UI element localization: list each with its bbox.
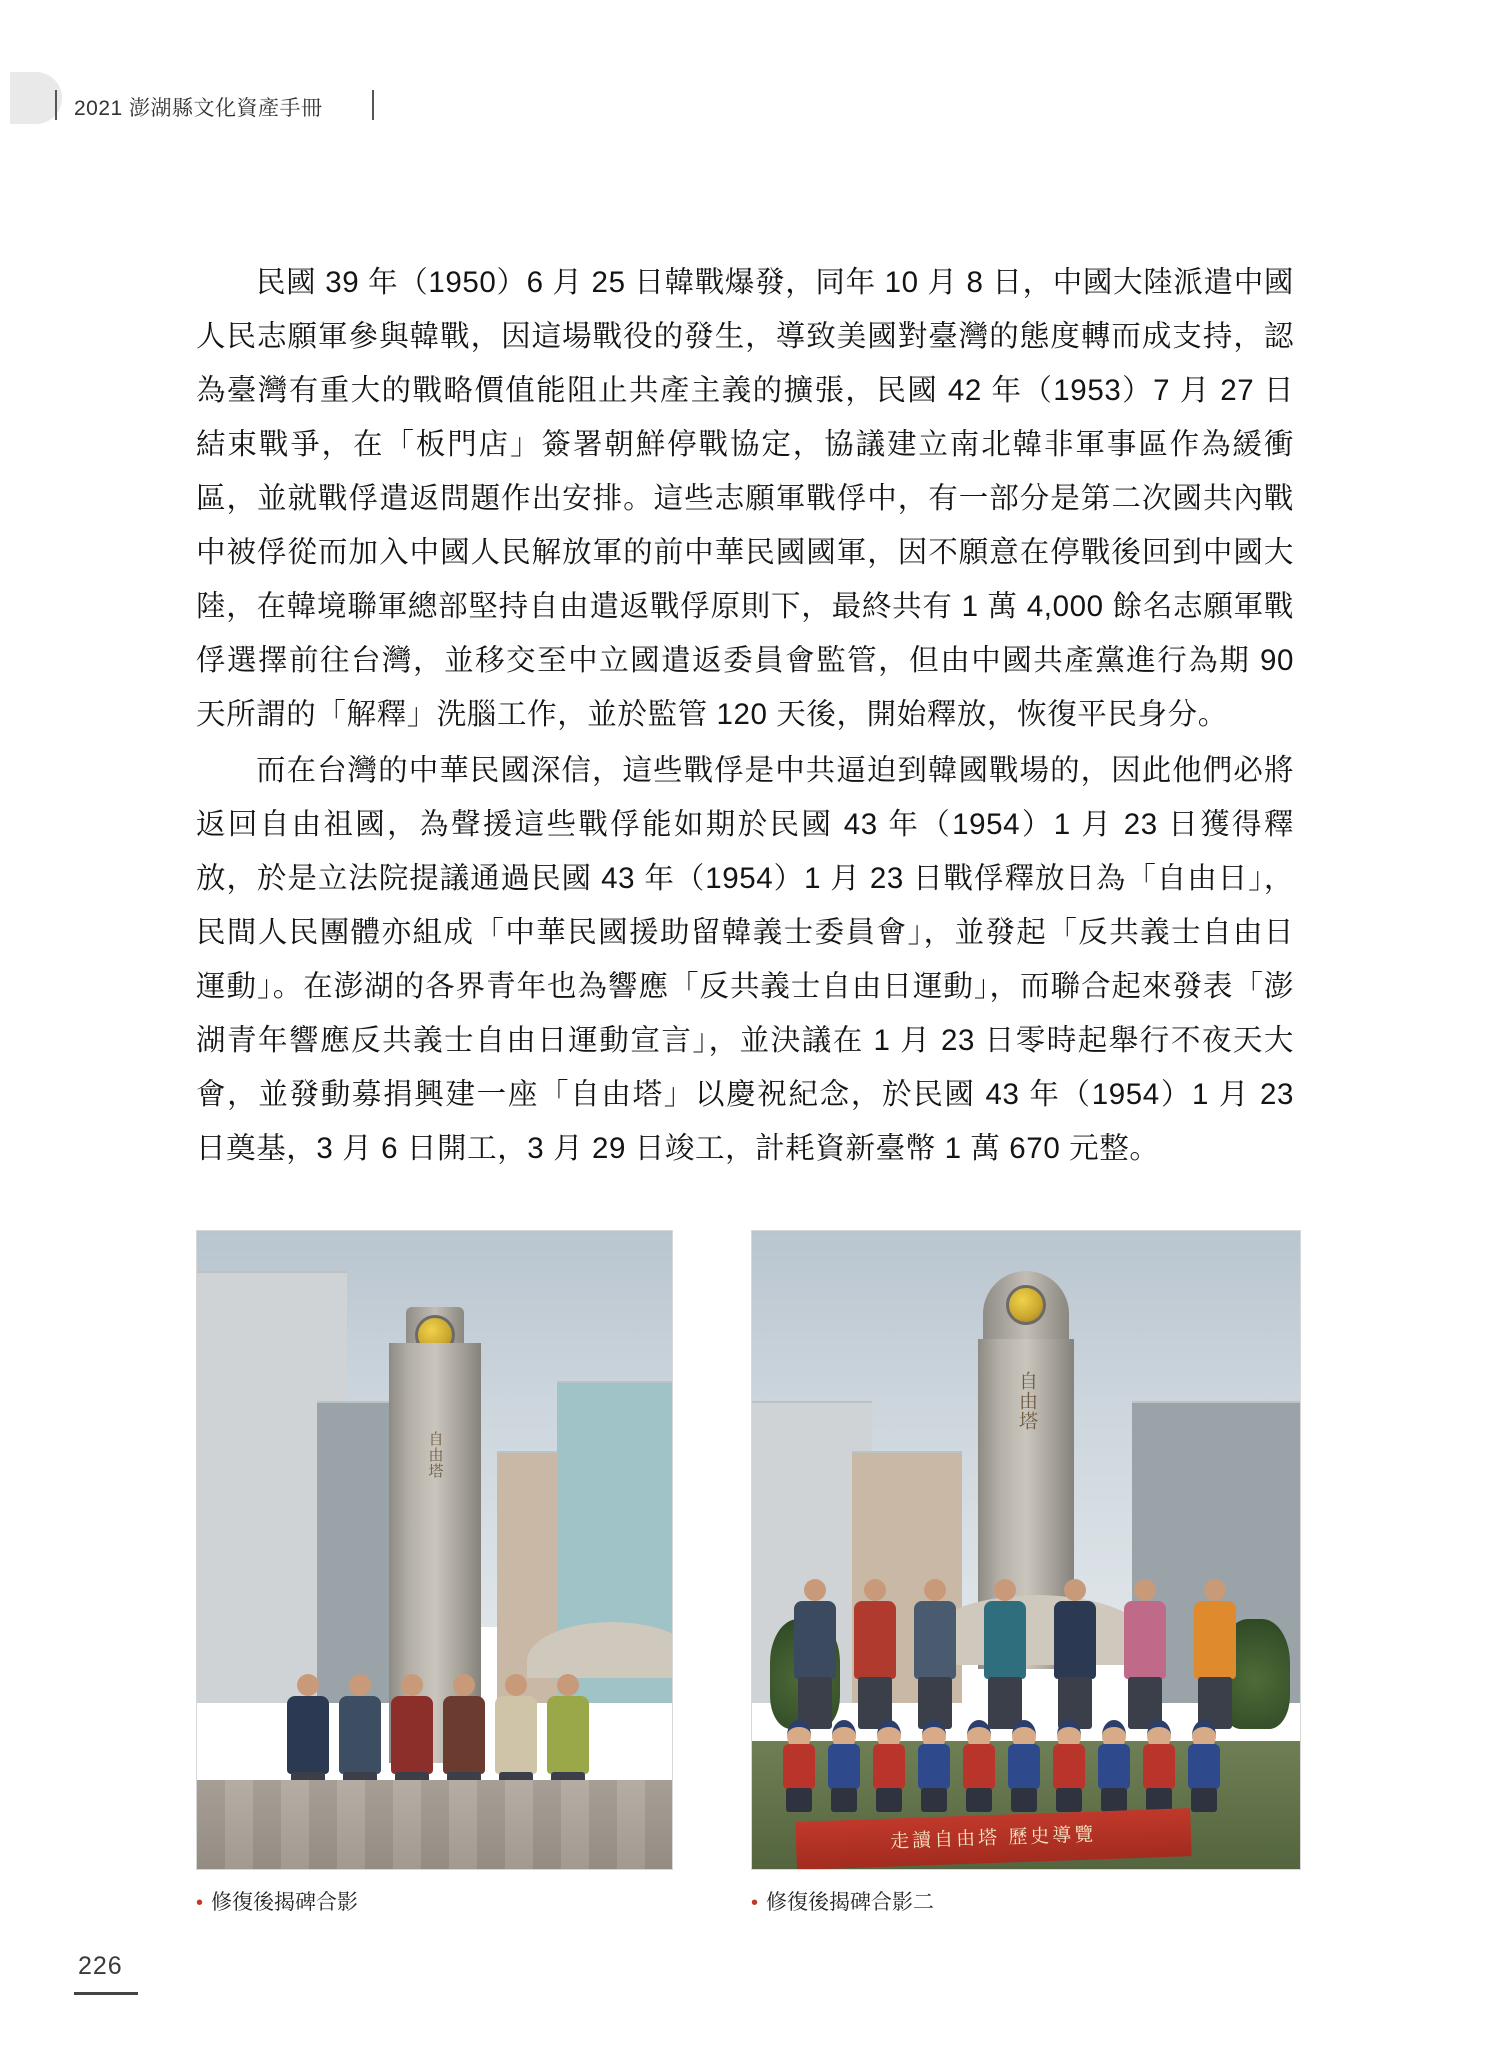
adult-6	[1122, 1579, 1168, 1729]
pavement	[197, 1780, 672, 1869]
child-3	[872, 1720, 906, 1812]
photo-tower-with-children	[751, 1230, 1301, 1870]
child-1	[782, 1720, 816, 1812]
child-10	[1187, 1720, 1221, 1812]
child-7	[1052, 1720, 1086, 1812]
adult-5	[1052, 1579, 1098, 1729]
child-5	[962, 1720, 996, 1812]
photo-tower-with-group	[196, 1230, 673, 1870]
child-8	[1097, 1720, 1131, 1812]
running-title: 2021 澎湖縣文化資產手冊	[74, 97, 323, 120]
tower-emblem-icon-right	[1006, 1285, 1046, 1325]
header-rule-left	[55, 90, 57, 120]
caption-text-right: 修復後揭碑合影二	[766, 1891, 935, 1914]
event-banner: 走讀自由塔 歷史導覽	[795, 1808, 1191, 1870]
tower-inscription: 自由塔	[426, 1431, 444, 1479]
adult-2	[852, 1579, 898, 1729]
figure-group	[196, 1230, 1301, 1914]
child-4	[917, 1720, 951, 1812]
caption-text-left: 修復後揭碑合影	[211, 1891, 359, 1914]
adult-7	[1192, 1579, 1238, 1729]
adult-3	[912, 1579, 958, 1729]
page-header	[0, 88, 1500, 128]
child-6	[1007, 1720, 1041, 1812]
figure-right	[751, 1230, 1301, 1916]
caption-bullet-icon-right: •	[751, 1892, 759, 1914]
adult-1	[792, 1579, 838, 1729]
paragraph-2: 而在台灣的中華民國深信，這些戰俘是中共逼迫到韓國戰場的，因此他們必將返回自由祖國，為聲援這些戰俘能如期於民國 43 年（1954）1 月 23 日獲得釋放，於是立法院提議通過民國 43 年（1954）1 月 23 日戰俘釋放日為「自由日」，民間人民團體亦組成「中華民國援助留韓義士委員會」，並發起「反共義士自由日運動」。在澎湖的各界青年也為響應「反共義士自由日運動」，而聯合起來發表「澎湖青年響應反共義士自由日運動宣言」，並決議在 1 月 23 日零時起舉行不夜天大會，並發動募捐興建一座「自由塔」以慶祝紀念，於民國 43 年（1954）1 月 23 日奠基，3 月 6 日開工，3 月 29 日竣工，計耗資新臺幣 1 萬 670 元整。	[196, 754, 1294, 1165]
header-rule-right	[372, 90, 374, 120]
paragraph-1: 民國 39 年（1950）6 月 25 日韓戰爆發，同年 10 月 8 日，中國大陸派遣中國人民志願軍參與韓戰，因這場戰役的發生，導致美國對臺灣的態度轉而成支持，認為臺灣有重大的戰略價值能阻止共產主義的擴張，民國 42 年（1953）7 月 27 日結束戰爭，在「板門店」簽署朝鮮停戰協定，協議建立南北韓非軍事區作為緩衝區，並就戰俘遣返問題作出安排。這些志願軍戰俘中，有一部分是第二次國共內戰中被俘從而加入中國人民解放軍的前中華民國國軍，因不願意在停戰後回到中國大陸，在韓境聯軍總部堅持自由遣返戰俘原則下，最終共有 1 萬 4,000 餘名志願軍戰俘選擇前往台灣，並移交至中立國遣返委員會監管，但由中國共產黨進行為期 90 天所謂的「解釋」洗腦工作，並於監管 120 天後，開始釋放，恢復平民身分。	[196, 266, 1294, 731]
page-number: 226	[78, 1952, 123, 1980]
adult-4	[982, 1579, 1028, 1729]
article-body	[196, 256, 1294, 1178]
child-9	[1142, 1720, 1176, 1812]
caption-bullet-icon: •	[196, 1892, 204, 1914]
child-2	[827, 1720, 861, 1812]
tower-inscription-right: 自由塔	[1016, 1371, 1037, 1431]
figure-caption-left	[196, 1886, 673, 1916]
figure-caption-right	[751, 1886, 1301, 1916]
figure-left	[196, 1230, 673, 1916]
footer-rule	[74, 1992, 138, 1995]
